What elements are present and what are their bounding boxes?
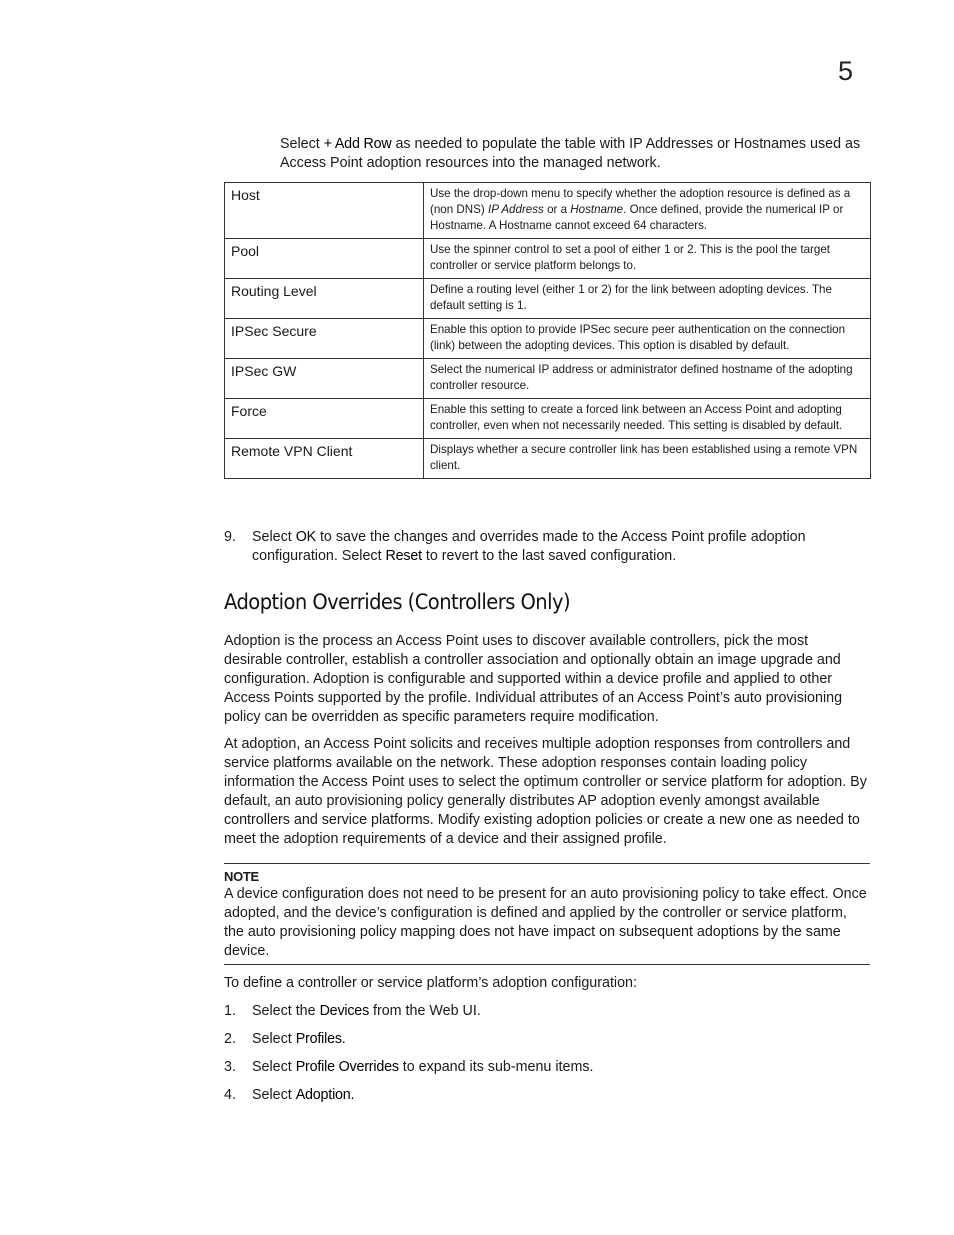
param-name: IPSec Secure <box>225 319 424 359</box>
reset-label: Reset <box>385 548 422 564</box>
intro-paragraph <box>280 135 870 173</box>
param-name: Host <box>225 183 424 239</box>
ui-label: Profile Overrides <box>295 1059 399 1075</box>
param-name: Remote VPN Client <box>225 439 424 479</box>
note-box <box>224 863 870 965</box>
param-name: Pool <box>225 239 424 279</box>
step-number: 2. <box>224 1031 236 1047</box>
param-description: Use the spinner control to set a pool of either 1 or 2. This is the pool the target controller or service platform belongs to. <box>424 239 871 279</box>
step-number: 1. <box>224 1003 236 1019</box>
intro-text: Select <box>280 136 324 152</box>
param-name: IPSec GW <box>225 359 424 399</box>
list-item <box>224 1058 864 1077</box>
param-description: Define a routing level (either 1 or 2) for the link between adopting devices. The default setting is 1. <box>424 279 871 319</box>
add-row-label: + Add Row <box>323 136 392 152</box>
step-text: Select Profile Overrides to expand its sub-menu items. <box>252 1059 594 1075</box>
section-heading: Adoption Overrides (Controllers Only) <box>224 590 571 614</box>
param-name: Routing Level <box>225 279 424 319</box>
note-text: A device configuration does not need to be present for an auto provisioning policy to take effect. Once adopted, and the device’s configuration is defined and applied by the controller or service platform, the auto provisioning policy mapping does not have impact on subsequent adoptions by the same device. <box>224 886 867 959</box>
table-row <box>225 183 871 239</box>
param-description: Use the drop-down menu to specify whether the adoption resource is defined as a (non DNS) IP Address or a Hostname. Once defined, provide the numerical IP or Hostname. A Hostname cannot exceed 64 characters. <box>424 183 871 239</box>
param-description: Enable this option to provide IPSec secure peer authentication on the connection (link) between the adopting devices. This option is disabled by default. <box>424 319 871 359</box>
step-text: Select the Devices from the Web UI. <box>252 1003 481 1019</box>
table-row <box>225 399 871 439</box>
table-row <box>225 439 871 479</box>
step-number: 4. <box>224 1087 236 1103</box>
param-description: Select the numerical IP address or administrator defined hostname of the adopting controller resource. <box>424 359 871 399</box>
step-text: Select Adoption. <box>252 1087 355 1103</box>
step-text: Select Profiles. <box>252 1031 346 1047</box>
table-row <box>225 279 871 319</box>
step-number: 3. <box>224 1059 236 1075</box>
table-row <box>225 359 871 399</box>
parameter-table <box>224 182 871 479</box>
step-number: 9. <box>224 529 236 545</box>
step-text: Select OK to save the changes and overrides made to the Access Point profile adoption configuration. Select Reset to revert to the last saved configuration. <box>252 529 806 564</box>
table-row <box>225 239 871 279</box>
param-description: Enable this setting to create a forced link between an Access Point and adopting controller, even when not necessarily needed. This setting is disabled by default. <box>424 399 871 439</box>
step-9 <box>224 528 864 566</box>
body-paragraph: To define a controller or service platform’s adoption configuration: <box>224 975 637 991</box>
list-item <box>224 1002 864 1021</box>
chapter-number: 5 <box>838 56 854 86</box>
ui-label: Adoption. <box>295 1087 355 1103</box>
step-list <box>224 1002 864 1114</box>
param-description: Displays whether a secure controller link has been established using a remote VPN client. <box>424 439 871 479</box>
param-name: Force <box>225 399 424 439</box>
ok-label: OK <box>295 529 316 545</box>
body-paragraph: At adoption, an Access Point solicits and receives multiple adoption responses from controllers and service platforms available on the network. These adoption responses contain loading policy information the Access Point uses to select the optimum controller or service platform for adoption. By default, an auto provisioning policy generally distributes AP adoption evenly amongst available controllers and service platforms. Modify existing adoption policies or create a new one as needed to meet the adoption requirements of a device and their assigned profile. <box>224 736 867 847</box>
body-paragraph: Adoption is the process an Access Point uses to discover available controllers, pick the most desirable controller, establish a controller association and optionally obtain an image upgrade and configuration. Adoption is configurable and supported within a device profile and applied to other Access Points supported by the profile. Individual attributes of an Access Point’s auto provisioning policy can be overridden as specific parameters require modification. <box>224 633 843 725</box>
note-label: NOTE <box>224 869 259 884</box>
intro-text-end: as needed to populate the table with IP Addresses or Hostnames used as Access Point adoption resources into the managed network. <box>280 136 861 171</box>
ui-label: Devices <box>319 1003 370 1019</box>
list-item <box>224 1086 864 1105</box>
list-item <box>224 1030 864 1049</box>
ui-label: Profiles. <box>295 1031 346 1047</box>
table-row <box>225 319 871 359</box>
